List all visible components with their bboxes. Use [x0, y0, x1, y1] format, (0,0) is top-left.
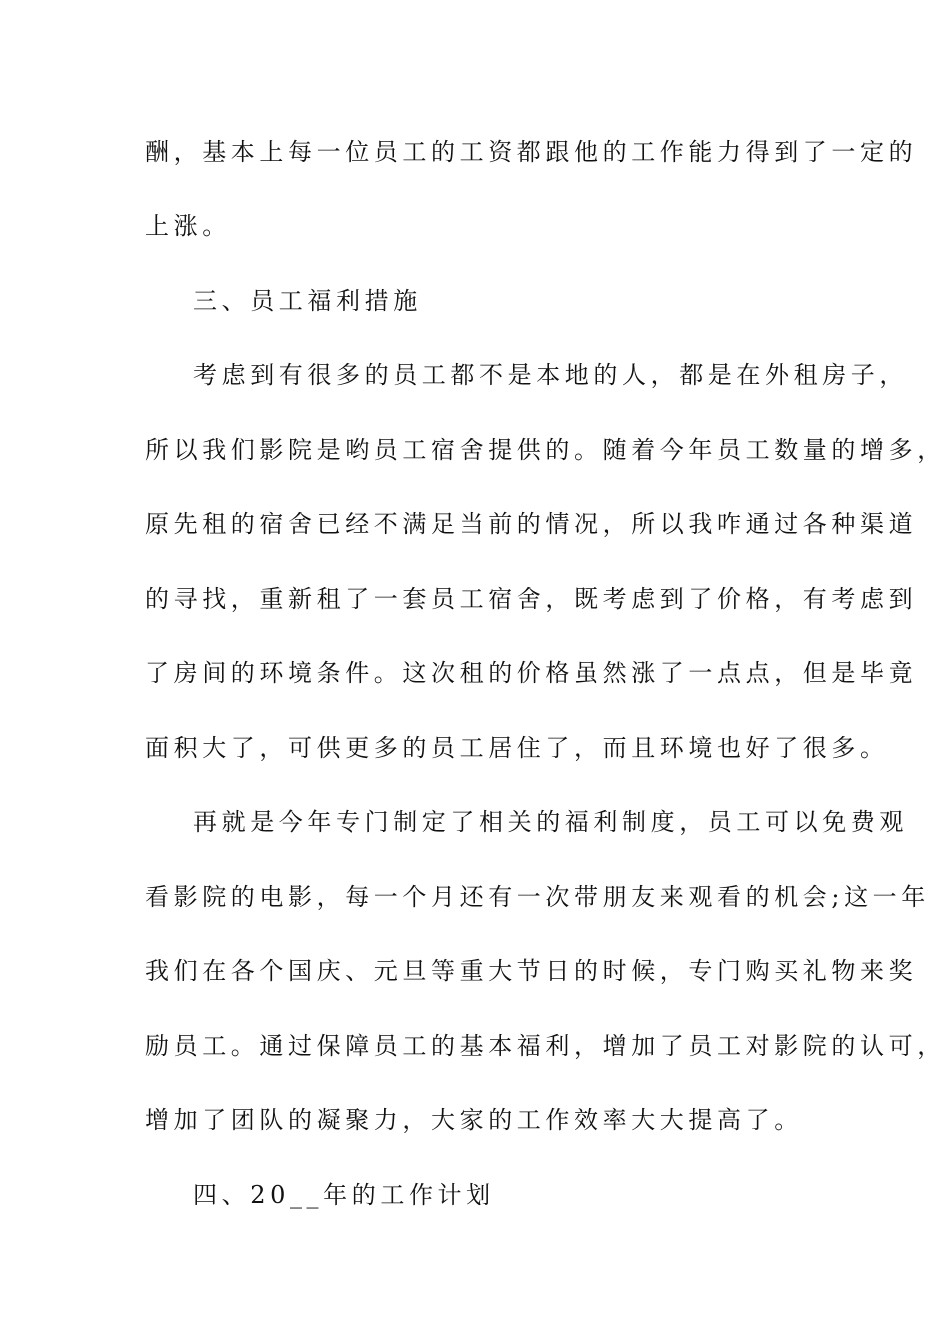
paragraph-line: 看影院的电影，每一个月还有一次带朋友来观看的机会;这一年	[145, 883, 930, 911]
paragraph-line: 励员工。通过保障员工的基本福利，增加了员工对影院的认可，	[145, 1032, 946, 1060]
section-heading: 四、20__年的工作计划	[193, 1181, 495, 1209]
paragraph-line: 增加了团队的凝聚力，大家的工作效率大大提高了。	[145, 1106, 803, 1134]
paragraph-line: 面积大了，可供更多的员工居住了，而且环境也好了很多。	[145, 734, 889, 762]
paragraph-line: 的寻找，重新租了一套员工宿舍，既考虑到了价格，有考虑到	[145, 585, 918, 613]
paragraph-line: 酬，基本上每一位员工的工资都跟他的工作能力得到了一定的	[145, 138, 918, 166]
paragraph-line: 原先租的宿舍已经不满足当前的情况，所以我咋通过各种渠道	[145, 510, 918, 538]
paragraph-line: 所以我们影院是哟员工宿舍提供的。随着今年员工数量的增多，	[145, 436, 946, 464]
paragraph-line: 再就是今年专门制定了相关的福利制度，员工可以免费观	[193, 808, 908, 836]
paragraph-line: 考虑到有很多的员工都不是本地的人，都是在外租房子，	[193, 361, 908, 389]
paragraph-line: 我们在各个国庆、元旦等重大节日的时候，专门购买礼物来奖	[145, 957, 918, 985]
paragraph-line: 了房间的环境条件。这次租的价格虽然涨了一点点，但是毕竟	[145, 659, 918, 687]
paragraph-line: 上涨。	[145, 212, 231, 240]
section-heading: 三、员工福利措施	[193, 287, 422, 315]
